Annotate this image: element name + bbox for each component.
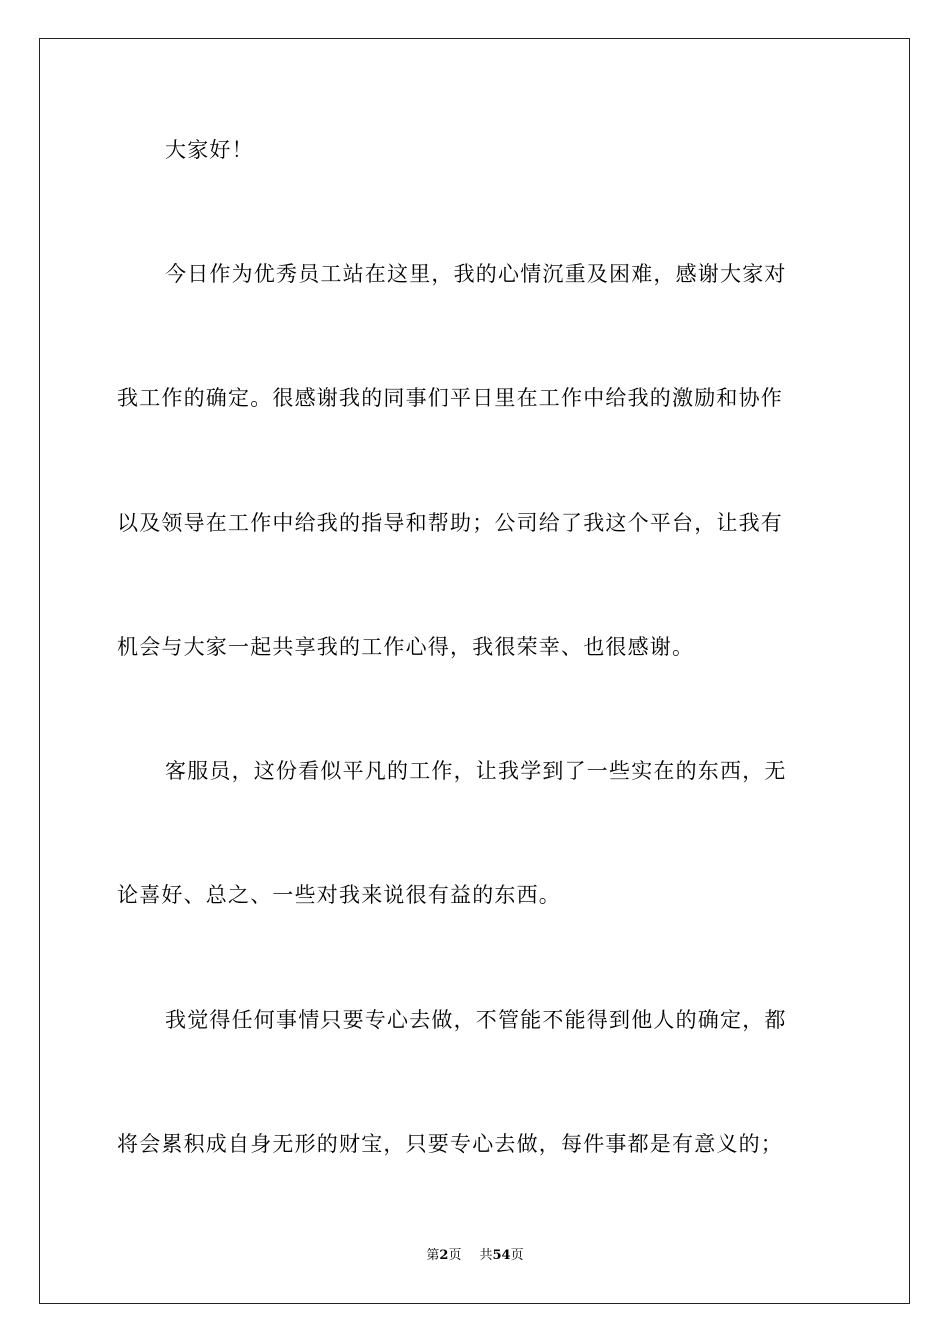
total-suffix: 页 xyxy=(510,1248,524,1263)
paragraph-3-line-2: 将会累积成自身无形的财宝，只要专心去做，每件事都是有意义的； xyxy=(117,1132,783,1156)
paragraph-1-line-3: 以及领导在工作中给我的指导和帮助；公司给了我这个平台，让我有 xyxy=(117,511,783,535)
paragraph-1-line-1: 今日作为优秀员工站在这里，我的心情沉重及困难，感谢大家对 xyxy=(165,262,787,286)
page-prefix: 第 xyxy=(426,1248,440,1263)
page-number: 2 xyxy=(439,1248,449,1263)
page-frame xyxy=(39,38,910,1304)
total-pages: 54 xyxy=(492,1248,511,1263)
paragraph-3-line-1: 我觉得任何事情只要专心去做，不管能不能得到他人的确定，都 xyxy=(165,1008,787,1032)
page-footer xyxy=(0,1248,950,1264)
greeting-line: 大家好！ xyxy=(165,138,254,162)
total-prefix: 共 xyxy=(479,1248,493,1263)
paragraph-2-line-1: 客服员，这份看似平凡的工作，让我学到了一些实在的东西，无 xyxy=(165,759,787,783)
paragraph-1-line-4: 机会与大家一起共享我的工作心得，我很荣幸、也很感谢。 xyxy=(117,635,695,659)
paragraph-2-line-2: 论喜好、总之、一些对我来说很有益的东西。 xyxy=(117,883,561,907)
paragraph-1-line-2: 我工作的确定。很感谢我的同事们平日里在工作中给我的激励和协作 xyxy=(117,386,783,410)
page-suffix: 页 xyxy=(448,1248,462,1263)
